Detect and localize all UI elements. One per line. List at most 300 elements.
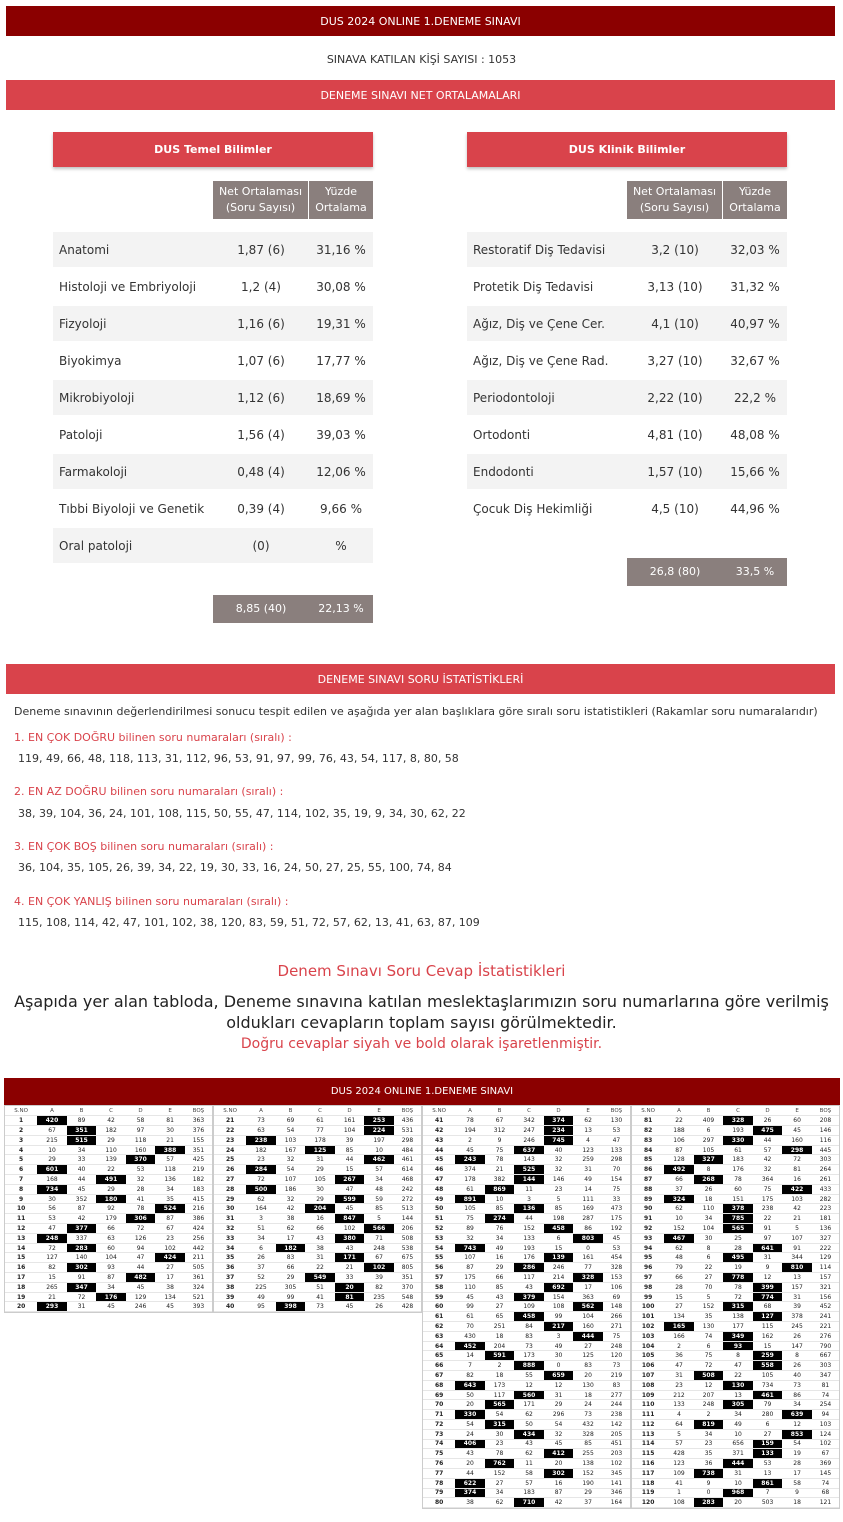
answer-count: 468 <box>394 1175 421 1185</box>
answer-count: 406 <box>455 1439 485 1449</box>
klinik-row <box>467 269 787 304</box>
answer-count: 27 <box>694 1273 724 1283</box>
answer-count: 30 <box>37 1194 67 1204</box>
answer-count: 386 <box>185 1214 212 1224</box>
klinik-pct: 40,97 % <box>730 316 780 331</box>
answer-count: 60 <box>782 1116 812 1126</box>
answer-count: 13 <box>753 1468 783 1478</box>
table-row <box>423 1175 630 1185</box>
grid-header-cell: S.NO <box>5 1106 37 1116</box>
answer-count: 32 <box>544 1429 574 1439</box>
question-number: 117 <box>632 1468 664 1478</box>
table-row <box>632 1371 839 1381</box>
answer-count: 312 <box>485 1126 515 1136</box>
grid-header-cell: E <box>573 1106 603 1116</box>
answer-count: 84 <box>514 1322 544 1332</box>
answer-count: 22 <box>753 1214 783 1224</box>
question-number: 98 <box>632 1282 664 1292</box>
answer-count: 118 <box>126 1135 156 1145</box>
table-row <box>423 1322 630 1332</box>
temel-row <box>53 306 373 341</box>
answer-count: 206 <box>394 1224 421 1234</box>
table-row <box>632 1224 839 1234</box>
table-row <box>632 1439 839 1449</box>
temel-row <box>53 417 373 452</box>
question-number: 80 <box>423 1498 455 1508</box>
answer-count: 83 <box>276 1253 306 1263</box>
answer-count: 85 <box>485 1204 515 1214</box>
answer-count: 175 <box>603 1214 630 1224</box>
answer-count: 139 <box>96 1155 126 1165</box>
answer-count: 461 <box>753 1390 783 1400</box>
answer-count: 85 <box>364 1204 394 1214</box>
question-number: 75 <box>423 1449 455 1459</box>
answer-count: 114 <box>812 1263 839 1273</box>
answer-count: 16 <box>782 1175 812 1185</box>
table-row <box>423 1331 630 1341</box>
answer-count: 21 <box>782 1214 812 1224</box>
question-number: 5 <box>5 1155 37 1165</box>
question-number: 103 <box>632 1331 664 1341</box>
table-row <box>214 1214 421 1224</box>
answer-count: 2 <box>485 1361 515 1371</box>
answer-count: 52 <box>246 1273 276 1283</box>
question-number: 21 <box>214 1116 246 1126</box>
answer-count: 297 <box>694 1135 724 1145</box>
question-number: 116 <box>632 1459 664 1469</box>
answer-count: 152 <box>664 1224 694 1234</box>
answer-count: 667 <box>812 1351 839 1361</box>
question-number: 36 <box>214 1263 246 1273</box>
answer-count: 221 <box>812 1322 839 1332</box>
answer-count: 38 <box>155 1282 185 1292</box>
answer-count: 66 <box>664 1175 694 1185</box>
answer-count: 33 <box>67 1155 97 1165</box>
answer-count: 462 <box>364 1155 394 1165</box>
answer-count: 161 <box>573 1253 603 1263</box>
answer-count: 32 <box>276 1194 306 1204</box>
table-row <box>423 1429 630 1439</box>
answer-count: 6 <box>753 1420 783 1430</box>
question-number: 92 <box>632 1224 664 1234</box>
answer-count: 65 <box>485 1312 515 1322</box>
answer-count: 155 <box>185 1135 212 1145</box>
temel-net: 1,2 (4) <box>241 279 281 294</box>
answer-count: 85 <box>335 1145 365 1155</box>
table-row <box>423 1420 630 1430</box>
answer-count: 168 <box>37 1175 67 1185</box>
answer-count: 34 <box>485 1488 515 1498</box>
answer-count: 251 <box>485 1322 515 1332</box>
klinik-net: 4,1 (10) <box>651 316 699 331</box>
answer-count: 66 <box>305 1224 335 1234</box>
answer-count: 13 <box>723 1390 753 1400</box>
answer-count: 39 <box>782 1302 812 1312</box>
table-row <box>5 1155 212 1165</box>
answer-count: 45 <box>455 1145 485 1155</box>
answer-count: 26 <box>782 1361 812 1371</box>
answer-count: 194 <box>455 1126 485 1136</box>
answer-count: 18 <box>485 1371 515 1381</box>
answer-count: 146 <box>812 1126 839 1136</box>
answer-count: 115 <box>753 1322 783 1332</box>
question-number: 85 <box>632 1155 664 1165</box>
answer-count: 45 <box>155 1302 185 1312</box>
answer-count: 81 <box>782 1165 812 1175</box>
table-row <box>5 1165 212 1175</box>
question-number: 87 <box>632 1175 664 1185</box>
grid-header-cell: A <box>664 1106 694 1116</box>
answer-count: 235 <box>364 1292 394 1302</box>
answer-count: 203 <box>603 1449 630 1459</box>
answer-count: 75 <box>694 1351 724 1361</box>
answer-count: 127 <box>753 1312 783 1322</box>
grid-header-cell: B <box>276 1106 306 1116</box>
answer-count: 58 <box>782 1478 812 1488</box>
answer-count: 79 <box>753 1400 783 1410</box>
table-row <box>423 1351 630 1361</box>
answer-count: 21 <box>37 1292 67 1302</box>
answer-count: 79 <box>664 1263 694 1273</box>
question-number: 53 <box>423 1233 455 1243</box>
answer-count: 133 <box>514 1233 544 1243</box>
answer-count: 16 <box>544 1478 574 1488</box>
answer-count: 92 <box>96 1204 126 1214</box>
answer-count: 31 <box>723 1468 753 1478</box>
answer-count: 458 <box>544 1224 574 1234</box>
answer-count: 41 <box>664 1478 694 1488</box>
table-row <box>214 1273 421 1283</box>
answer-count: 382 <box>485 1175 515 1185</box>
table-row <box>214 1135 421 1145</box>
answer-count: 81 <box>155 1116 185 1126</box>
table-row <box>5 1233 212 1243</box>
answer-count: 215 <box>37 1135 67 1145</box>
temel-card-title: DUS Temel Bilimler <box>53 132 373 167</box>
answer-count: 265 <box>37 1282 67 1292</box>
answer-count: 45 <box>96 1302 126 1312</box>
answers-table <box>4 1078 840 1105</box>
temel-subject: Tıbbi Biyoloji ve Genetik <box>59 501 205 516</box>
answer-count: 29 <box>485 1263 515 1273</box>
answer-count: 3 <box>246 1214 276 1224</box>
answer-count: 433 <box>812 1184 839 1194</box>
temel-subject: Histoloji ve Embriyoloji <box>59 279 197 294</box>
answer-count: 424 <box>185 1224 212 1234</box>
answer-count: 47 <box>664 1361 694 1371</box>
table-row <box>423 1214 630 1224</box>
answer-count: 31 <box>67 1302 97 1312</box>
answer-count: 45 <box>782 1126 812 1136</box>
answer-count: 29 <box>96 1135 126 1145</box>
answer-count: 18 <box>782 1498 812 1508</box>
answer-count: 306 <box>126 1214 156 1224</box>
answer-count: 424 <box>155 1253 185 1263</box>
question-number: 59 <box>423 1292 455 1302</box>
answer-count: 28 <box>126 1184 156 1194</box>
question-number: 69 <box>423 1390 455 1400</box>
answer-count: 43 <box>335 1243 365 1253</box>
answer-count: 43 <box>305 1233 335 1243</box>
answer-count: 32 <box>455 1233 485 1243</box>
answer-count: 45 <box>335 1204 365 1214</box>
answer-count: 2 <box>664 1341 694 1351</box>
question-number: 82 <box>632 1126 664 1136</box>
question-number: 47 <box>423 1175 455 1185</box>
answer-count: 271 <box>603 1322 630 1332</box>
answer-count: 62 <box>514 1449 544 1459</box>
answer-count: 525 <box>514 1165 544 1175</box>
answer-count: 315 <box>723 1302 753 1312</box>
answer-count: 378 <box>782 1312 812 1322</box>
question-number: 20 <box>5 1302 37 1312</box>
answer-count: 123 <box>664 1459 694 1469</box>
question-number: 119 <box>632 1488 664 1498</box>
klinik-card-title: DUS Klinik Bilimler <box>467 132 787 167</box>
question-number: 89 <box>632 1194 664 1204</box>
answer-count: 15 <box>335 1165 365 1175</box>
answer-count: 107 <box>455 1253 485 1263</box>
answer-count: 327 <box>694 1155 724 1165</box>
answer-count: 20 <box>335 1282 365 1292</box>
answer-count: 31 <box>305 1253 335 1263</box>
answer-count: 41 <box>126 1194 156 1204</box>
question-number: 30 <box>214 1204 246 1214</box>
answer-count: 78 <box>485 1155 515 1165</box>
answer-count: 321 <box>812 1282 839 1292</box>
answer-count: 216 <box>185 1204 212 1214</box>
table-row <box>423 1273 630 1283</box>
answer-count: 370 <box>126 1155 156 1165</box>
table-row <box>5 1214 212 1224</box>
answer-count: 123 <box>573 1145 603 1155</box>
table-row <box>423 1263 630 1273</box>
grid-header-cell: C <box>514 1106 544 1116</box>
answer-count: 59 <box>364 1194 394 1204</box>
answer-count: 34 <box>694 1214 724 1224</box>
answer-count: 125 <box>305 1145 335 1155</box>
answer-count: 153 <box>603 1273 630 1283</box>
answer-count: 330 <box>455 1410 485 1420</box>
answer-count: 18 <box>573 1390 603 1400</box>
table-row <box>632 1263 839 1273</box>
answer-count: 109 <box>664 1468 694 1478</box>
table-row <box>632 1459 839 1469</box>
answer-count: 9 <box>694 1478 724 1488</box>
table-row <box>632 1322 839 1332</box>
answer-count: 248 <box>603 1341 630 1351</box>
answer-count: 217 <box>544 1322 574 1332</box>
answer-count: 30 <box>544 1351 574 1361</box>
answer-count: 20 <box>455 1459 485 1469</box>
answer-count: 70 <box>455 1322 485 1332</box>
answer-grid-block <box>422 1105 631 1509</box>
answer-count: 27 <box>485 1478 515 1488</box>
answer-count: 444 <box>573 1331 603 1341</box>
answer-count: 87 <box>664 1145 694 1155</box>
answer-count: 420 <box>37 1116 67 1126</box>
table-row <box>423 1468 630 1478</box>
answer-count: 247 <box>514 1126 544 1136</box>
answer-count: 425 <box>185 1155 212 1165</box>
answer-count: 531 <box>394 1126 421 1136</box>
answer-count: 16 <box>485 1253 515 1263</box>
answer-count: 87 <box>455 1263 485 1273</box>
answer-count: 745 <box>544 1135 574 1145</box>
answer-count: 152 <box>485 1468 515 1478</box>
answer-count: 70 <box>603 1165 630 1175</box>
temel-pct: 9,66 % <box>320 501 362 516</box>
answer-count: 12 <box>514 1380 544 1390</box>
answer-count: 11 <box>514 1459 544 1469</box>
answer-count: 43 <box>485 1292 515 1302</box>
question-number: 91 <box>632 1214 664 1224</box>
answer-count: 146 <box>544 1175 574 1185</box>
grid-header-cell: A <box>37 1106 67 1116</box>
answer-count: 243 <box>455 1155 485 1165</box>
answer-count: 133 <box>664 1400 694 1410</box>
temel-net: 0,48 (4) <box>237 464 285 479</box>
answer-count: 428 <box>394 1302 421 1312</box>
answer-count: 142 <box>603 1420 630 1430</box>
answer-count: 26 <box>753 1116 783 1126</box>
answer-count: 659 <box>544 1371 574 1381</box>
answer-count: 5 <box>664 1429 694 1439</box>
answer-count: 303 <box>812 1361 839 1371</box>
answer-count: 53 <box>603 1243 630 1253</box>
klinik-net: 2,22 (10) <box>647 390 703 405</box>
answer-count: 28 <box>782 1459 812 1469</box>
answer-count: 0 <box>544 1361 574 1371</box>
answer-count: 72 <box>246 1175 276 1185</box>
grid-header-cell: E <box>782 1106 812 1116</box>
table-row <box>214 1224 421 1234</box>
table-row <box>5 1292 212 1302</box>
answer-count: 259 <box>753 1351 783 1361</box>
answer-count: 63 <box>246 1126 276 1136</box>
answer-count: 377 <box>67 1224 97 1234</box>
answer-count: 94 <box>812 1410 839 1420</box>
answer-count: 130 <box>694 1322 724 1332</box>
answer-count: 78 <box>723 1175 753 1185</box>
answer-count: 133 <box>603 1145 630 1155</box>
stat-list-least-correct: 38, 39, 104, 36, 24, 101, 108, 115, 50, 55, 47, 114, 102, 35, 19, 9, 34, 30, 62, 22 <box>18 807 466 820</box>
answer-count: 15 <box>664 1292 694 1302</box>
stat-list-most-correct: 119, 49, 66, 48, 118, 113, 31, 112, 96, 53, 91, 97, 99, 76, 43, 54, 117, 8, 80, 58 <box>18 752 459 765</box>
answer-count: 104 <box>335 1126 365 1136</box>
answer-count: 22 <box>664 1116 694 1126</box>
answer-count: 160 <box>573 1322 603 1332</box>
table-row <box>632 1488 839 1498</box>
answer-count: 259 <box>573 1155 603 1165</box>
stat-list-most-empty: 36, 104, 35, 105, 26, 39, 34, 22, 19, 30, 33, 16, 24, 50, 27, 25, 55, 100, 74, 84 <box>18 861 452 874</box>
answer-count: 641 <box>753 1243 783 1253</box>
answer-count: 81 <box>335 1292 365 1302</box>
question-number: 28 <box>214 1184 246 1194</box>
answer-count: 3 <box>514 1194 544 1204</box>
answer-count: 178 <box>305 1135 335 1145</box>
answer-count: 302 <box>67 1263 97 1273</box>
table-row <box>214 1292 421 1302</box>
answer-count: 75 <box>753 1184 783 1194</box>
answer-count: 182 <box>276 1243 306 1253</box>
answer-count: 136 <box>155 1175 185 1185</box>
grid-header-cell: A <box>455 1106 485 1116</box>
answer-count: 238 <box>753 1204 783 1214</box>
answer-count: 9 <box>485 1135 515 1145</box>
answer-count: 38 <box>276 1214 306 1224</box>
question-number: 9 <box>5 1194 37 1204</box>
question-number: 52 <box>423 1224 455 1234</box>
answer-count: 81 <box>812 1380 839 1390</box>
temel-total-pct: 22,13 % <box>318 602 364 615</box>
answer-count: 819 <box>694 1420 724 1430</box>
klinik-pct: 22,2 % <box>734 390 776 405</box>
answer-count: 51 <box>305 1282 335 1292</box>
answer-count: 176 <box>96 1292 126 1302</box>
answer-count: 14 <box>455 1351 485 1361</box>
answer-count: 566 <box>364 1224 394 1234</box>
question-number: 15 <box>5 1253 37 1263</box>
answers-table-title-text: DUS 2024 ONLINE 1.DENEME SINAVI <box>330 1086 514 1097</box>
table-row <box>5 1263 212 1273</box>
answer-count: 41 <box>305 1292 335 1302</box>
table-row <box>214 1145 421 1155</box>
question-number: 68 <box>423 1380 455 1390</box>
grid-header-cell: E <box>155 1106 185 1116</box>
answer-count: 891 <box>455 1194 485 1204</box>
answer-count: 97 <box>126 1126 156 1136</box>
answer-count: 204 <box>305 1204 335 1214</box>
table-row <box>5 1224 212 1234</box>
klinik-pct: 48,08 % <box>730 427 780 442</box>
temel-net: 1,56 (4) <box>237 427 285 442</box>
table-row <box>632 1331 839 1341</box>
table-row <box>423 1243 630 1253</box>
question-number: 107 <box>632 1371 664 1381</box>
answer-count: 72 <box>67 1292 97 1302</box>
answer-count: 778 <box>723 1273 753 1283</box>
answer-count: 242 <box>394 1184 421 1194</box>
exam-title-bar <box>6 6 835 36</box>
answer-count: 344 <box>782 1253 812 1263</box>
answer-count: 548 <box>394 1292 421 1302</box>
answer-count: 34 <box>485 1233 515 1243</box>
answer-count: 298 <box>782 1145 812 1155</box>
answer-count: 106 <box>603 1282 630 1292</box>
answer-count: 93 <box>723 1341 753 1351</box>
answer-count: 104 <box>694 1224 724 1234</box>
answer-count: 99 <box>276 1292 306 1302</box>
answer-count: 91 <box>67 1273 97 1283</box>
answer-count: 73 <box>603 1361 630 1371</box>
answer-count: 40 <box>67 1165 97 1175</box>
answer-count: 538 <box>394 1243 421 1253</box>
answer-count: 102 <box>812 1439 839 1449</box>
answer-count: 591 <box>485 1351 515 1361</box>
grid-header-cell: BOŞ <box>812 1106 839 1116</box>
answer-count: 20 <box>723 1498 753 1508</box>
temel-pct: 19,31 % <box>316 316 366 331</box>
table-row <box>423 1184 630 1194</box>
table-row <box>632 1468 839 1478</box>
table-row <box>5 1273 212 1283</box>
answer-count: 62 <box>276 1224 306 1234</box>
answer-count: 622 <box>455 1478 485 1488</box>
question-number: 112 <box>632 1420 664 1430</box>
answer-count: 328 <box>573 1273 603 1283</box>
answer-count: 428 <box>664 1449 694 1459</box>
